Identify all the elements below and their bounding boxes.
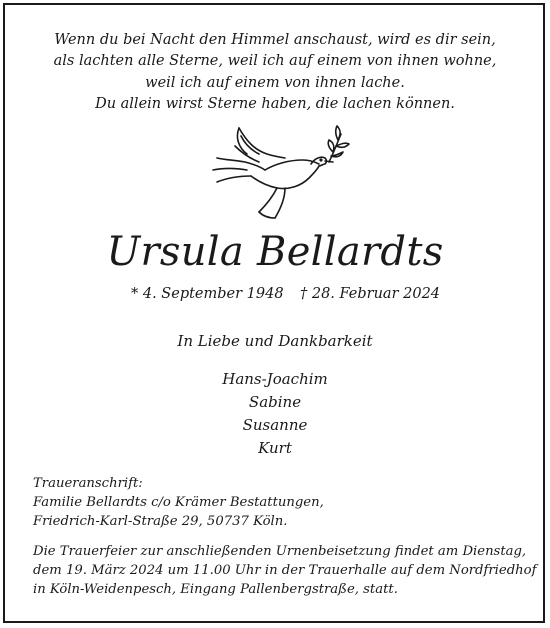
poem-line: Du allein wirst Sterne haben, die lachen können. — [95, 95, 455, 112]
address-line: Traueranschrift: — [33, 476, 143, 491]
poem — [0, 30, 550, 115]
notice-line: Die Trauerfeier zur anschließenden Urnenbeisetzung findet am Dienstag, — [33, 544, 527, 559]
dove-icon — [205, 124, 353, 220]
notice-line: in Köln-Weidenpesch, Eingang Pallenbergstraße, statt. — [33, 581, 398, 597]
poem-line: Wenn du bei Nacht den Himmel anschaust, wird es dir sein, — [54, 32, 496, 48]
address-line: Friedrich-Karl-Straße 29, 50737 Köln. — [33, 513, 288, 529]
deceased-name: Ursula Bellardts — [106, 229, 444, 275]
mourners-list — [0, 368, 550, 460]
tagline: In Liebe und Dankbarkeit — [177, 332, 373, 350]
birth-date: * 4. September 1948 — [131, 286, 284, 302]
mourner-name: Susanne — [242, 416, 308, 434]
mourner-name: Hans-Joachim — [222, 370, 328, 388]
poem-line: weil ich auf einem von ihnen lache. — [145, 74, 405, 91]
mourner-name: Sabine — [248, 393, 302, 411]
mourner-name: Kurt — [258, 439, 292, 457]
poem-line: als lachten alle Sterne, weil ich auf einem von ihnen wohne, — [53, 53, 497, 70]
mourning-address — [33, 475, 324, 531]
address-line: Familie Bellardts c/o Krämer Bestattungen, — [33, 494, 324, 510]
funeral-notice — [33, 543, 537, 599]
death-date: † 28. Februar 2024 — [300, 286, 441, 302]
notice-line: dem 19. März 2024 um 11.00 Uhr in der Trauerhalle auf dem Nordfriedhof — [33, 562, 537, 578]
